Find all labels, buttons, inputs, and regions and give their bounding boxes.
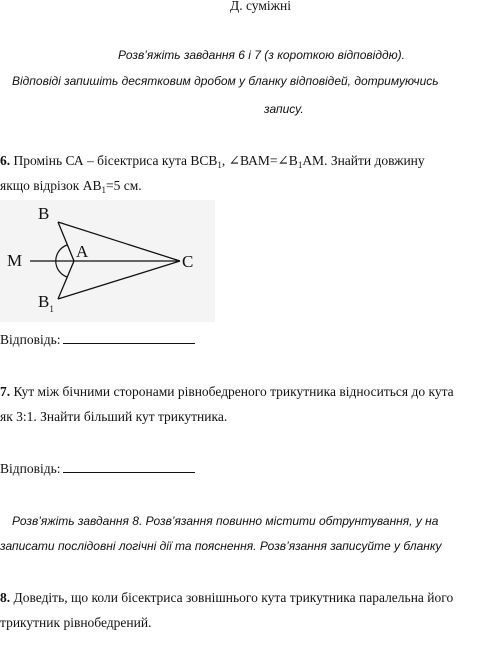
task-7-answer: Відповідь: xyxy=(0,459,195,478)
task-8-statement: 8. Доведіть, що коли бісектриса зовнішнього кута трикутника паралельна його xyxy=(0,590,454,605)
label-B: B xyxy=(38,204,50,223)
task-6-answer-blank[interactable] xyxy=(63,330,195,344)
instruction-line-1: Розв’яжіть завдання 6 і 7 (з короткою відповіддю). xyxy=(118,48,405,62)
task-6-number: 6. xyxy=(0,153,11,168)
label-A: A xyxy=(76,242,89,261)
task-6-answer: Відповідь: xyxy=(0,330,195,349)
task-7-statement: 7. Кут між бічними сторонами рівнобедреного трикутника відноситься до кута xyxy=(0,384,454,399)
geometry-diagram xyxy=(0,200,215,322)
task-6-statement-line-2: якщо відрізок $АВ_1=5$ см. xyxy=(0,178,142,195)
task-7-number: 7. xyxy=(0,384,11,399)
task-7-statement-line-2: як 3:1. Знайти більший кут трикутника. xyxy=(0,409,228,424)
task-8-statement-line-2: трикутник рівнобедрений. xyxy=(0,615,152,630)
instruction-2-line-1: Розв’яжіть завдання 8. Розв’язання повинно містити обтрунтування, у на xyxy=(12,514,439,528)
geometry-figure xyxy=(0,200,215,322)
task-6-statement: 6. Промінь СА – бісектриса кута $ВСВ_1$, $\angle ВАМ=\angle В_1АМ$. Знайти довжину xyxy=(0,153,425,170)
task-7-answer-blank[interactable] xyxy=(63,459,195,473)
instruction-line-2: Відповіді запишіть десятковим дробом у бланку відповідей, дотримуючись xyxy=(12,74,439,88)
label-M: M xyxy=(7,251,23,270)
label-C: C xyxy=(182,252,194,271)
instruction-2-line-2: записати послідовні логічні дії та пояснення. Розв’язання записуйте у бланку xyxy=(0,539,442,553)
task-8-number: 8. xyxy=(0,590,11,605)
instruction-line-3: запису. xyxy=(264,102,304,116)
label-B1: $B_1$ xyxy=(38,292,54,314)
header-fragment: Д. суміжні xyxy=(230,0,291,13)
